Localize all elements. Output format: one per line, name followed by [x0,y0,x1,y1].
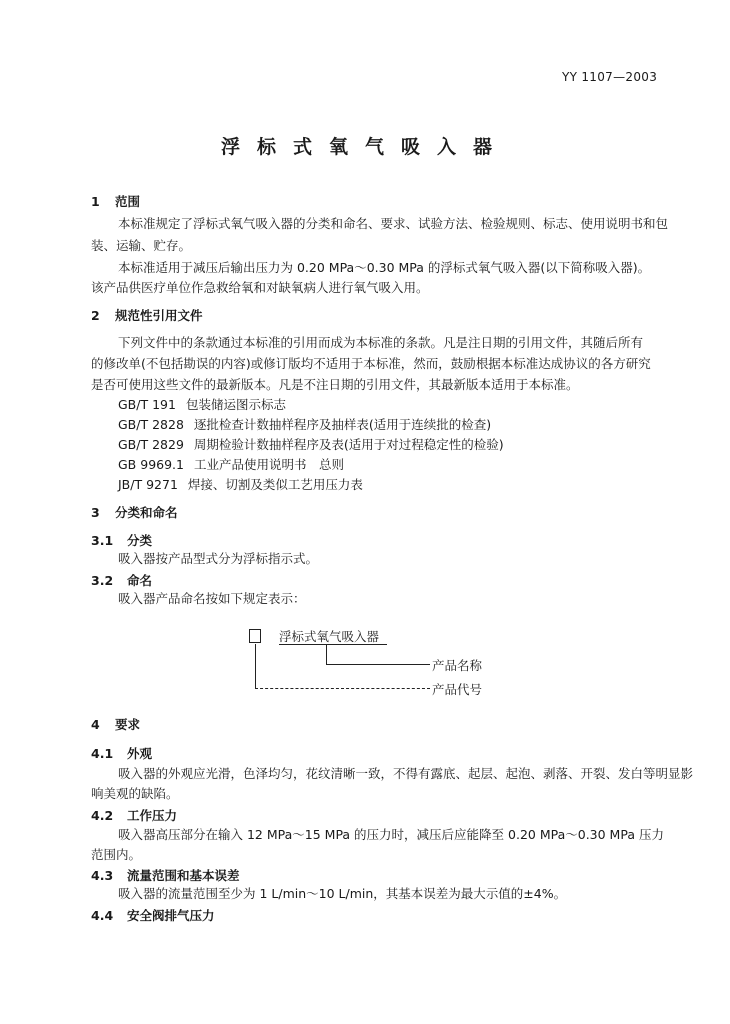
reference-code: GB 9969.1 [118,457,184,472]
paragraph-line: 范围内。 [91,847,142,862]
subsection-3-1-heading [91,531,152,549]
subsection-title: 命名 [127,573,153,588]
paragraph-line: 响美观的缺陷。 [91,786,179,801]
paragraph-line: 是否可使用这些文件的最新版本。凡是不注日期的引用文件，其最新版本适用于本标准。 [91,377,579,392]
reference-item [118,415,491,433]
code-leader-vertical [255,644,256,689]
section-number: 1 [91,194,100,209]
page-title: 浮标式氧气吸入器 [220,136,509,158]
name-leader-vertical [326,645,327,665]
subsection-title: 外观 [127,746,153,761]
reference-code: GB/T 2829 [118,437,184,452]
label-product-name: 产品名称 [432,658,483,673]
name-leader-horizontal [326,664,430,665]
reference-title: 工业产品使用说明书 总则 [193,457,344,472]
reference-item [118,475,363,493]
code-leader-horizontal [255,688,430,689]
standard-number: YY 1107—2003 [562,70,658,84]
code-placeholder-box [249,629,261,643]
paragraph-line: 该产品供医疗单位作急救给氧和对缺氧病人进行氧气吸入用。 [91,280,429,295]
section-number: 4 [91,717,100,732]
subsection-4-1-heading [91,744,152,762]
reference-title: 周期检验计数抽样程序及表(适用于对过程稳定性的检验) [193,437,504,452]
section-title: 分类和命名 [115,505,178,520]
reference-item [118,435,504,453]
paragraph-line: 吸入器的外观应光滑，色泽均匀，花纹清晰一致，不得有露底、起层、起泡、剥落、开裂、发白等明显影 [118,766,694,781]
label-product-code: 产品代号 [432,682,483,697]
reference-code: GB/T 2828 [118,417,184,432]
section-1-heading [91,192,140,210]
subsection-3-2-heading [91,571,152,589]
subsection-title: 工作压力 [127,808,178,823]
subsection-number: 4.1 [91,746,114,761]
section-title: 范围 [115,194,141,209]
section-3-heading [91,503,178,521]
subsection-number: 4.2 [91,808,114,823]
section-4-heading [91,715,140,733]
paragraph-line: 装、运输、贮存。 [91,238,192,253]
reference-code: JB/T 9271 [118,477,178,492]
paragraph-line: 本标准规定了浮标式氧气吸入器的分类和命名、要求、试验方法、检验规则、标志、使用说明书和包 [118,216,669,231]
subsection-number: 3.1 [91,533,114,548]
reference-item [118,455,344,473]
reference-title: 逐批检查计数抽样程序及抽样表(适用于连续批的检查) [193,417,492,432]
paragraph-line: 吸入器高压部分在输入 12 MPa～15 MPa 的压力时，减压后应能降至 0.20 MPa～0.30 MPa 压力 [118,827,664,842]
subsection-title: 流量范围和基本误差 [127,868,240,883]
reference-code: GB/T 191 [118,397,176,412]
paragraph-line: 下列文件中的条款通过本标准的引用而成为本标准的条款。凡是注日期的引用文件，其随后所有 [118,335,644,350]
subsection-title: 分类 [127,533,153,548]
paragraph-line: 吸入器的流量范围至少为 1 L/min～10 L/min，其基本误差为最大示值的±4%。 [118,886,567,901]
paragraph-line: 的修改单(不包括勘误的内容)或修订版均不适用于本标准，然而，鼓励根据本标准达成协议的各方研究 [91,356,651,371]
subsection-number: 3.2 [91,573,114,588]
subsection-number: 4.3 [91,868,114,883]
reference-item [118,395,286,413]
section-title: 规范性引用文件 [115,308,203,323]
paragraph-line: 吸入器按产品型式分为浮标指示式。 [118,551,319,566]
reference-title: 焊接、切割及类似工艺用压力表 [187,477,363,492]
section-title: 要求 [115,717,141,732]
section-2-heading [91,306,203,324]
reference-title: 包装储运图示标志 [185,397,286,412]
product-name-text: 浮标式氧气吸入器 [279,629,380,644]
subsection-4-4-heading [91,906,215,924]
paragraph-line: 本标准适用于减压后输出压力为 0.20 MPa～0.30 MPa 的浮标式氧气吸入器(以下简称吸入器)。 [118,260,651,275]
subsection-title: 安全阀排气压力 [127,908,215,923]
subsection-number: 4.4 [91,908,114,923]
section-number: 2 [91,308,100,323]
product-name-underline [279,644,387,645]
paragraph-line: 吸入器产品命名按如下规定表示： [118,591,306,606]
section-number: 3 [91,505,100,520]
subsection-4-3-heading [91,866,240,884]
subsection-4-2-heading [91,806,177,824]
